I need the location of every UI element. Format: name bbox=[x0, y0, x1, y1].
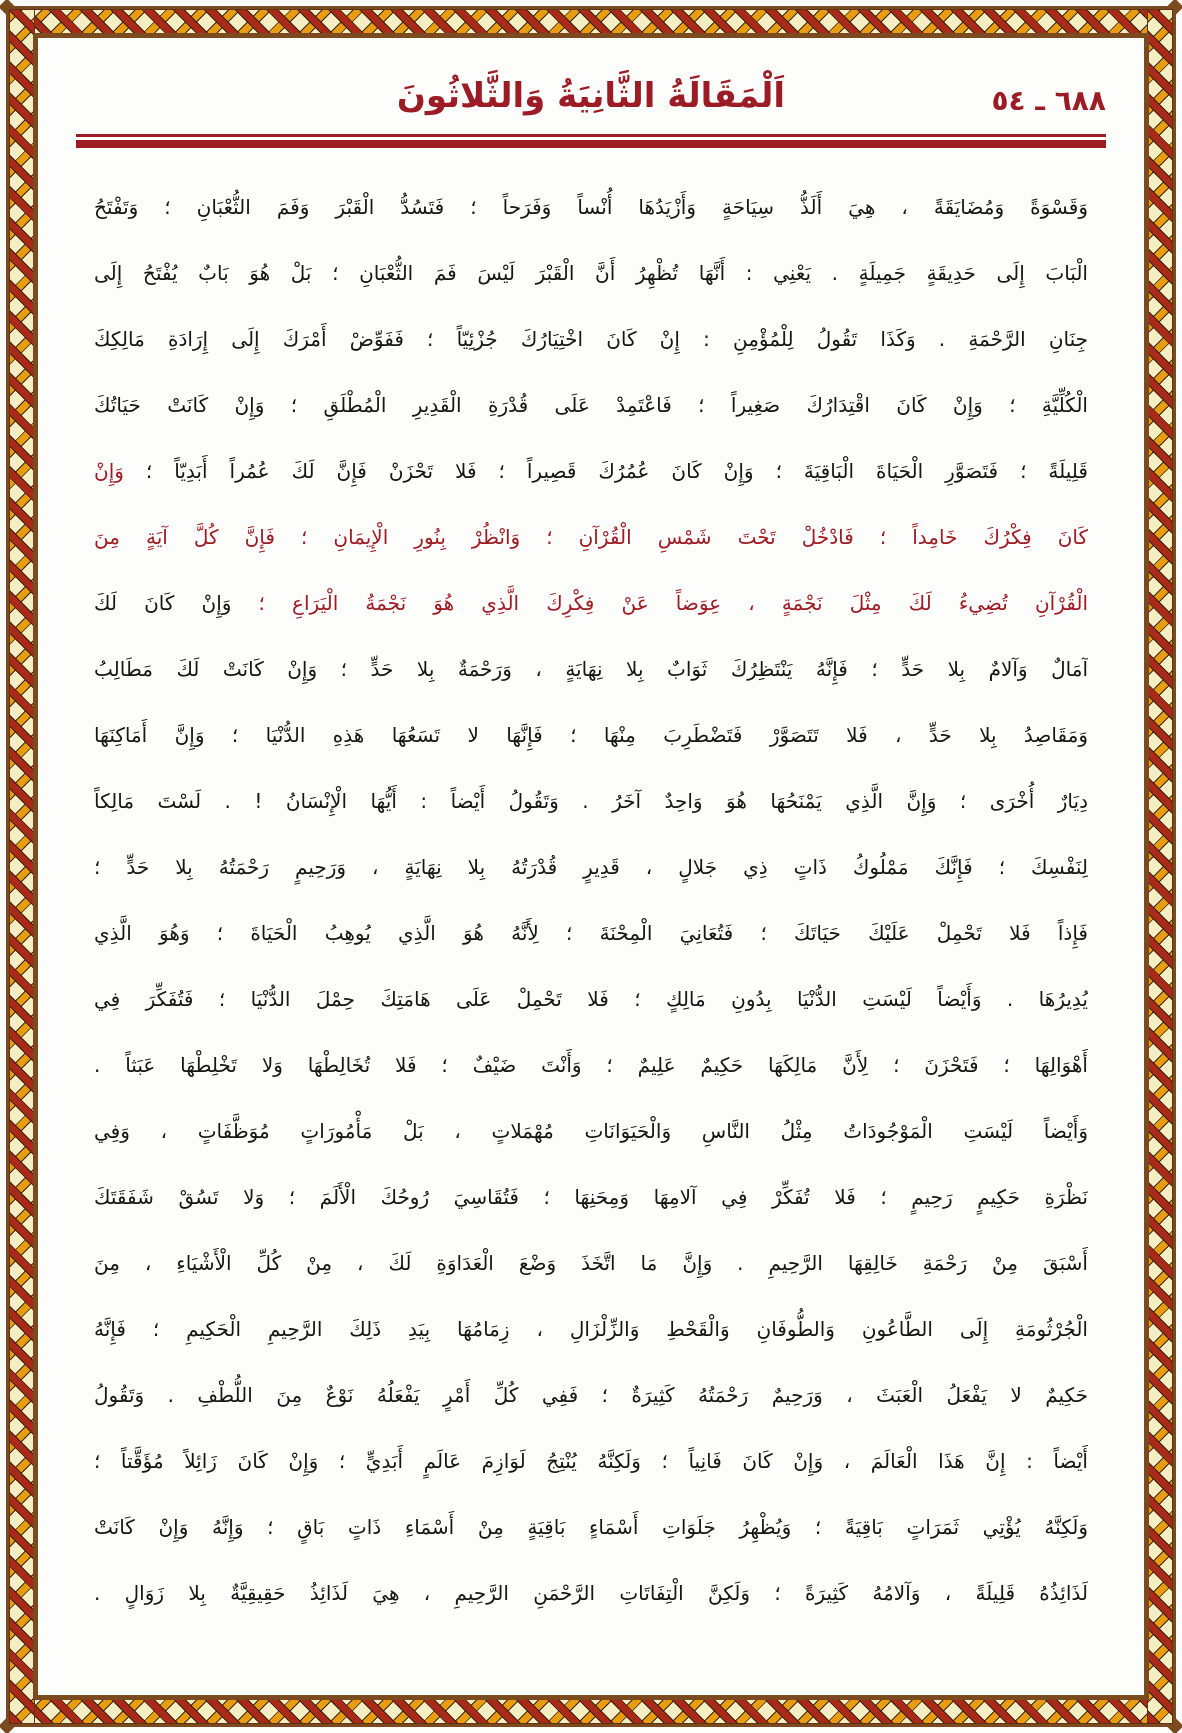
text-line bbox=[94, 570, 1088, 636]
text-line bbox=[94, 702, 1088, 768]
red-text-segment: وَإِنْ bbox=[94, 459, 124, 483]
text-segment: آمَالٌ وَآلامٌ بِلا حَدٍّ ؛ فَإِنَّهُ يَنْتَظِرُكَ ثَوَابٌ بِلا نِهَايَةٍ ، وَرَحْمَةٌ بِلا حَدٍّ ؛ وَإِنْ كَانَتْ لَكَ مَطَالِبُ bbox=[94, 657, 1088, 681]
page-header bbox=[40, 76, 1142, 116]
text-line bbox=[94, 1230, 1088, 1296]
border-chain-band-left bbox=[9, 9, 35, 1724]
border-chain-band-right bbox=[1147, 9, 1173, 1724]
text-line bbox=[94, 1164, 1088, 1230]
red-text-segment: كَانَ فِكْرُكَ خَامِداً ؛ فَادْخُلْ تَحْتَ شَمْسِ الْقُرْآنِ ؛ وَانْظُرْ بِنُورِ الْإِيمَانِ ؛ فَإِنَّ كُلَّ آيَةٍ مِنَ bbox=[94, 525, 1088, 549]
text-line bbox=[94, 438, 1088, 504]
text-line bbox=[94, 1362, 1088, 1428]
text-segment: أَهْوَالِهَا ؛ فَتَحْزَنَ ؛ لِأَنَّ مَالِكَهَا حَكِيمٌ عَلِيمٌ ؛ وَأَنْتَ ضَيْفٌ ؛ فَلا تُخَالِطْهَا وَلا تَخْلِطْهَا عَبَثاً . bbox=[94, 1053, 1088, 1077]
header-rule-thin bbox=[76, 134, 1106, 137]
text-line bbox=[94, 372, 1088, 438]
text-segment: قَلِيلَةً ؛ فَتَصَوَّرِ الْحَيَاةَ الْبَاقِيَةَ ؛ وَإِنْ كَانَ عُمُرُكَ قَصِيراً ؛ فَلا تَحْزَنْ فَإِنَّ لَكَ عُمُراً أَبَدِيّاً ؛ bbox=[123, 459, 1088, 483]
text-segment: وَقَسْوَةً وَمُضَايَقَةً ، هِيَ أَلَذُّ سِيَاحَةٍ وَأَزْيَدُهَا أُنْساً وَفَرَحاً ؛ فَتَسُدُّ الْقَبْرَ وَفَمَ الثُّعْبَانِ ؛ وَتَفْتَحُ bbox=[94, 195, 1088, 219]
text-segment: نَظْرَةِ حَكِيمٍ رَحِيمٍ ؛ فَلا تُفَكِّرْ فِي آلامِهَا وَمِحَنِهَا ؛ فَتُقَاسِيَ رُوحُكَ الْأَلَمَ ؛ وَلا تَسُقْ شَفَقَتَكَ bbox=[94, 1185, 1088, 1209]
text-line bbox=[94, 1296, 1088, 1362]
text-segment: فَإِذاً فَلا تَحْمِلْ عَلَيْكَ حَيَاتَكَ ؛ فَتُعَانِيَ الْمِحْنَةَ ؛ لِأَنَّهُ هُوَ الَّذِي يُوهِبُ الْحَيَاةَ ؛ وَهُوَ الَّذِي bbox=[94, 921, 1088, 945]
text-line bbox=[94, 1560, 1088, 1626]
text-segment: حَكِيمٌ لا يَفْعَلُ الْعَبَثَ ، وَرَحِيمٌ رَحْمَتُهُ كَثِيرَةٌ ؛ فَفِي كُلِّ أَمْرٍ يَفْعَلُهُ نَوْعٌ مِنَ اللُّطْفِ . وَتَقُولُ bbox=[94, 1383, 1088, 1407]
border-chain-band-bottom bbox=[9, 1698, 1173, 1724]
text-segment: وَإِنْ كَانَ لَكَ bbox=[94, 591, 232, 615]
text-segment: الْكُلِّيَّةِ ؛ وَإِنْ كَانَ اقْتِدَارُكَ صَغِيراً ؛ فَاعْتَمِدْ عَلَى قُدْرَةِ الْقَدِيرِ الْمُطْلَقِ ؛ وَإِنْ كَانَتْ حَيَاتُكَ bbox=[94, 393, 1088, 417]
page-number: ٦٨٨ ـ ٥٤ bbox=[991, 84, 1106, 117]
text-line bbox=[94, 1032, 1088, 1098]
text-line bbox=[94, 900, 1088, 966]
text-segment: وَأَيْضاً لَيْسَتِ الْمَوْجُودَاتُ مِثْلُ النَّاسِ وَالْحَيَوَانَاتِ مُهْمَلاتٍ ، بَلْ مَأْمُورَاتٍ مُوَظَّفَاتٍ ، وَفِي bbox=[94, 1119, 1088, 1143]
border-chain-band-top bbox=[9, 9, 1173, 35]
text-segment: لَذَائِذُهُ قَلِيلَةً ، وَآلامُهُ كَثِيرَةً ؛ وَلَكِنَّ الْتِفَاتَاتِ الرَّحْمَنِ الرَّحِيمِ ، هِيَ لَذَائِذُ حَقِيقِيَّةٌ بِلا زَوَالٍ . bbox=[94, 1581, 1088, 1605]
text-segment: أَسْبَقَ مِنْ رَحْمَةِ خَالِقِهَا الرَّحِيمِ . وَإِنَّ مَا اتَّخَذَ وَضْعَ الْعَدَاوَةِ لَكَ ، مِنْ كُلِّ الْأَشْيَاءِ ، مِنَ bbox=[94, 1251, 1088, 1275]
text-segment: لِنَفْسِكَ ؛ فَإِنَّكَ مَمْلُوكُ ذَاتٍ ذِي جَلالٍ ، قَدِيرٍ قُدْرَتُهُ بِلا نِهَايَةٍ ، وَرَحِيمٍ رَحْمَتُهُ بِلا حَدٍّ ؛ bbox=[94, 855, 1088, 879]
text-line bbox=[94, 504, 1088, 570]
text-line bbox=[94, 966, 1088, 1032]
page-title: اَلْمَقَالَةُ الثَّانِيَةُ وَالثَّلاثُونَ bbox=[396, 76, 786, 116]
text-segment: وَلَكِنَّهُ يُؤْتِي ثَمَرَاتٍ بَاقِيَةً ؛ وَيُظْهِرُ جَلَوَاتِ أَسْمَاءٍ بَاقِيَةٍ مِنْ أَسْمَاءِ ذَاتٍ بَاقٍ ؛ وَإِنَّهُ وَإِنْ كَانَتْ bbox=[94, 1515, 1088, 1539]
text-line bbox=[94, 1494, 1088, 1560]
text-segment: وَمَقَاصِدُ بِلا حَدٍّ ، فَلا تَتَصَوَّرْ فَتَضْطَرِبَ مِنْهَا ؛ فَإِنَّهَا لا تَسَعُهَا هَذِهِ الدُّنْيَا ؛ وَإِنَّ أَمَاكِنَهَا bbox=[94, 723, 1088, 747]
red-text-segment: الْقُرْآنِ تُضِيءُ لَكَ مِثْلَ نَجْمَةٍ ، عِوَضاً عَنْ فِكْرِكَ الَّذِي هُوَ نَجْمَةُ الْيَرَاعِ ؛ bbox=[231, 591, 1088, 615]
text-segment: يُدِيرُهَا . وَأَيْضاً لَيْسَتِ الدُّنْيَا بِدُونِ مَالِكٍ ؛ فَلا تَحْمِلْ عَلَى هَامَتِكَ حِمْلَ الدُّنْيَا ؛ فَتُفَكِّرَ فِي bbox=[94, 987, 1088, 1011]
page-content bbox=[40, 40, 1142, 1693]
text-line bbox=[94, 636, 1088, 702]
header-rule-thick bbox=[76, 140, 1106, 148]
text-segment: أَيْضاً : إِنَّ هَذَا الْعَالَمَ ، وَإِنْ كَانَ فَانِياً ؛ وَلَكِنَّهُ يُنْتِجُ لَوَازِمَ عَالَمٍ أَبَدِيٍّ ؛ وَإِنْ كَانَ زَائِلاً مُؤَقَّتاً ؛ bbox=[94, 1449, 1088, 1473]
text-segment: دِيَارٌ أُخْرَى ؛ وَإِنَّ الَّذِي يَمْنَحُهَا هُوَ وَاحِدٌ آخَرُ . وَتَقُولُ أَيْضاً : أَيُّهَا الْإِنْسَانُ ! . لَسْتَ مَالِكاً bbox=[94, 789, 1088, 813]
text-line bbox=[94, 174, 1088, 240]
text-line bbox=[94, 1098, 1088, 1164]
text-line bbox=[94, 768, 1088, 834]
text-segment: الْجُرْثُومَةِ إِلَى الطَّاعُونِ وَالطُّوفَانِ وَالْقَحْطِ وَالزِّلْزَالِ ، زِمَامُهَا بِيَدِ ذَلِكَ الرَّحِيمِ الْحَكِيمِ ؛ فَإِنَّهُ bbox=[94, 1317, 1088, 1341]
text-line bbox=[94, 834, 1088, 900]
text-line bbox=[94, 1428, 1088, 1494]
text-segment: جِنَانِ الرَّحْمَةِ . وَكَذَا تَقُولُ لِلْمُؤْمِنِ : إِنْ كَانَ اخْتِيَارُكَ جُزْئِيّاً ؛ فَفَوِّضْ أَمْرَكَ إِلَى إِرَادَةِ مَالِكِكَ bbox=[94, 327, 1088, 351]
text-segment: الْبَابَ إِلَى حَدِيقَةٍ جَمِيلَةٍ . يَعْنِي : أَنَّهَا تُظْهِرُ أَنَّ الْقَبْرَ لَيْسَ فَمَ الثُّعْبَانِ ؛ بَلْ هُوَ بَابٌ يُفْتَحُ إِلَى bbox=[94, 261, 1088, 285]
text-line bbox=[94, 306, 1088, 372]
text-line bbox=[94, 240, 1088, 306]
body-text bbox=[94, 174, 1088, 1626]
